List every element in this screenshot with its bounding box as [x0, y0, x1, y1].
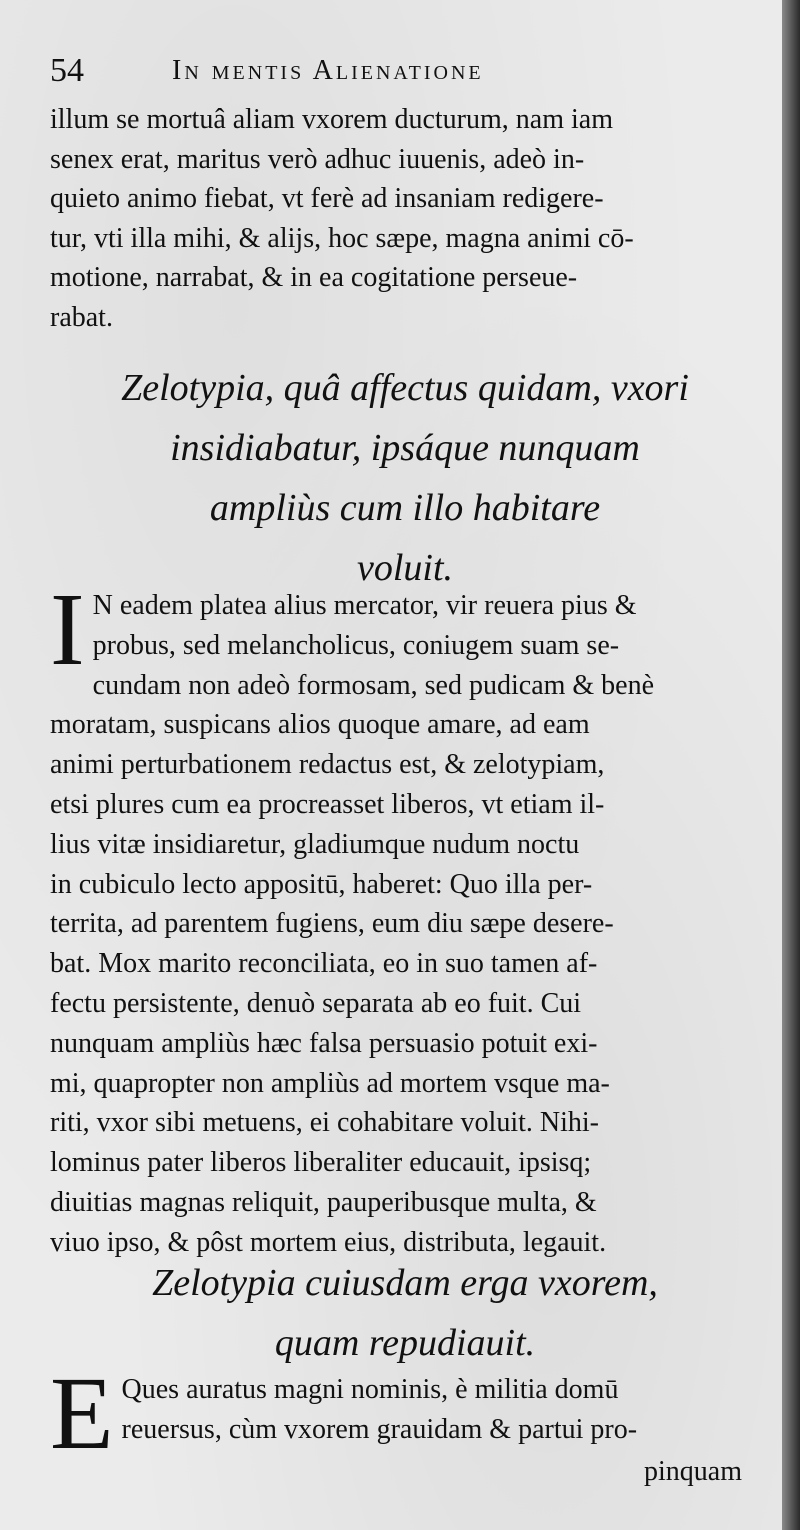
section-heading-1: [60, 358, 750, 598]
text-line: nunquam ampliùs hæc falsa persuasio potuit exi-: [50, 1027, 598, 1059]
text-line: viuo ipso, & pôst mortem eius, distributa, legauit.: [50, 1226, 607, 1258]
paragraph-3: [50, 1356, 740, 1471]
text-line: animi perturbationem redactus est, & zelotypiam,: [50, 749, 605, 781]
text-line: mi, quapropter non ampliùs ad mortem vsque ma-: [50, 1067, 610, 1099]
text-line: fectu persistente, denuò separata ab eo fuit. Cui: [50, 987, 582, 1019]
drop-cap: I: [50, 572, 85, 687]
text-line: senex erat, maritus verò adhuc iuuenis, adeò in-: [50, 143, 585, 175]
text-line: diuitias magnas reliquit, pauperibusque multa, &: [50, 1186, 597, 1218]
heading-line: ampliùs cum illo habitare: [209, 487, 601, 529]
heading-line: Zelotypia cuiusdam erga vxorem,: [152, 1262, 658, 1304]
text-line: lius vitæ insidiaretur, gladiumque nudum noctu: [50, 828, 580, 860]
text-line: N eadem platea alius mercator, vir reuera pius &: [92, 590, 637, 621]
text-line: tur, vti illa mihi, & alijs, hoc sæpe, magna animi cō-: [50, 222, 634, 254]
text-line: illum se mortuâ aliam vxorem ducturum, nam iam: [50, 104, 613, 135]
heading-line: insidiabatur, ipsáque nunquam: [170, 427, 640, 469]
page-header: [50, 46, 750, 96]
text-line: reuersus, cùm vxorem grauidam & partui pro-: [121, 1414, 638, 1445]
text-line: in cubiculo lecto appositū, haberet: Quo illa per-: [50, 868, 593, 900]
text-line: riti, vxor sibi metuens, ei cohabitare voluit. Nihi-: [50, 1107, 599, 1139]
text-line: quieto animo fiebat, vt ferè ad insaniam redigere-: [50, 183, 604, 214]
text-line: Ques auratus magni nominis, è militia domū: [121, 1374, 619, 1405]
section-heading-2: [60, 1253, 750, 1373]
page-edge-shadow: [782, 0, 800, 1530]
text-line: territa, ad parentem fugiens, eum diu sæpe desere-: [50, 908, 614, 940]
running-head: In mentis Alienatione: [172, 55, 484, 86]
catchword: pinquam: [644, 1456, 742, 1487]
text-line: moratam, suspicans alios quoque amare, ad eam: [50, 709, 590, 741]
text-line: probus, sed melancholicus, coniugem suam se-: [92, 629, 620, 661]
paragraph-2: [50, 572, 740, 1263]
text-line: motione, narrabat, & in ea cogitatione perseue-: [50, 262, 578, 293]
text-line: etsi plures cum ea procreasset liberos, vt etiam il-: [50, 788, 605, 820]
paragraph-1: [50, 100, 740, 337]
drop-cap: E: [50, 1356, 114, 1471]
text-line: bat. Mox marito reconciliata, eo in suo tamen af-: [50, 948, 598, 980]
text-line: cundam non adeò formosam, sed pudicam & benè: [92, 669, 655, 701]
text-line: lominus pater liberos liberaliter educauit, ipsisq;: [50, 1147, 592, 1179]
text-line: rabat.: [50, 301, 113, 333]
page-number: 54: [50, 52, 84, 89]
heading-line: voluit.: [356, 547, 454, 589]
heading-line: Zelotypia, quâ affectus quidam, vxori: [121, 367, 689, 409]
heading-line: quam repudiauit.: [274, 1322, 536, 1364]
